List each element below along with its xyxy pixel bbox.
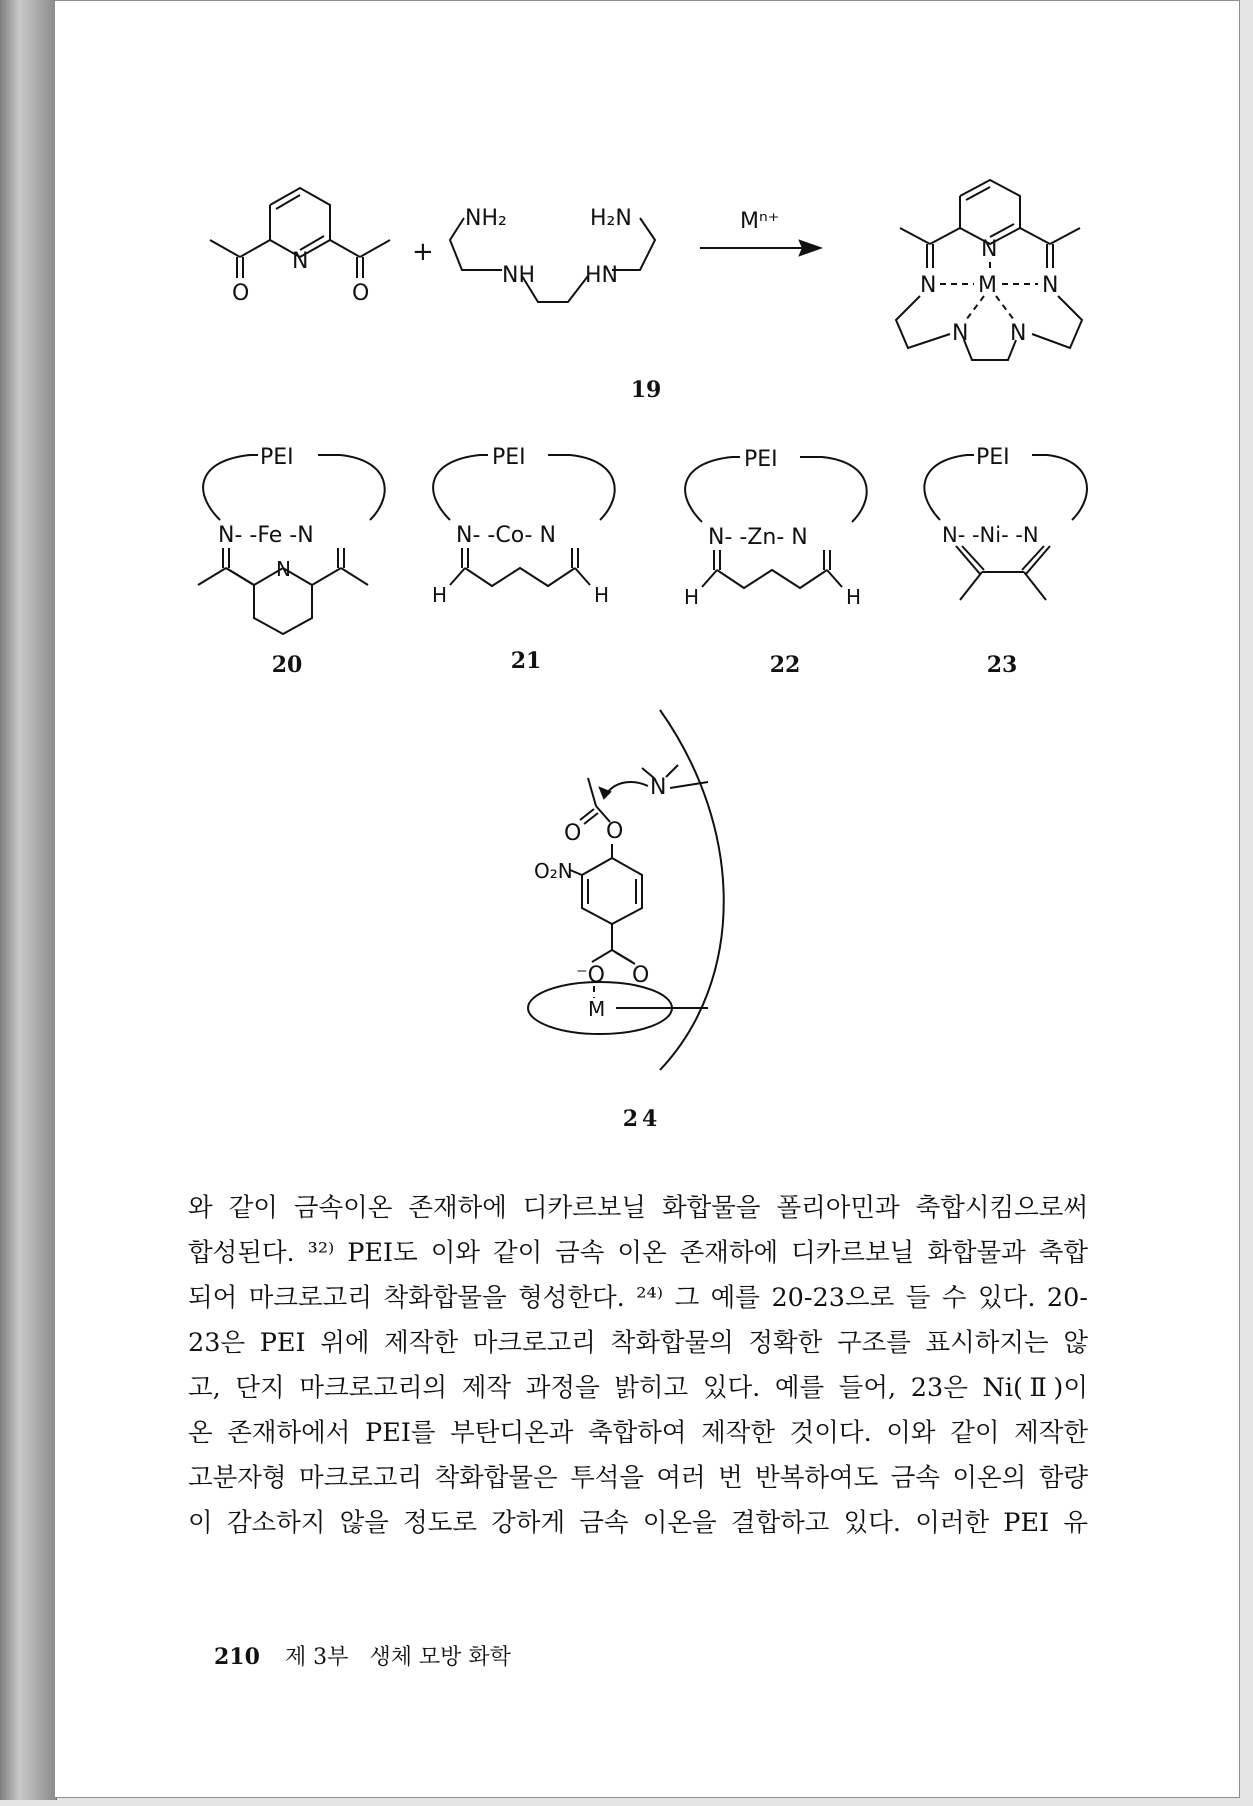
- metal-label: M: [588, 997, 606, 1021]
- arrow-metal-label: Mⁿ⁺: [740, 209, 780, 234]
- page-footer: [214, 1640, 511, 1671]
- chapter-title: 생체 모방 화학: [369, 1645, 511, 1670]
- product-n-right: N: [1042, 273, 1059, 298]
- carboxylate-o-label: O: [632, 963, 650, 988]
- complex-22-structure: [672, 442, 872, 612]
- ester-o-label: O: [606, 819, 624, 844]
- diacetylpyridine-structure: [210, 188, 390, 306]
- reaction-arrow: [700, 209, 820, 255]
- product-metal: M: [978, 273, 997, 298]
- nitro-group-label: O₂N: [534, 859, 573, 883]
- metal-coordination-row: N- -Ni- -N: [942, 523, 1039, 547]
- h-label-right: H: [846, 585, 862, 609]
- product-n-bottom-left: N: [952, 321, 969, 346]
- polyamine-structure: [450, 206, 655, 302]
- product-n-left: N: [920, 273, 937, 298]
- complex-21-structure: [420, 440, 620, 610]
- body-paragraph: [188, 1186, 1088, 1546]
- compound-number-21: 21: [510, 648, 542, 674]
- product-n-bottom-right: N: [1010, 321, 1027, 346]
- nh-label: NH: [502, 263, 535, 288]
- compound-number-23: 23: [986, 652, 1018, 678]
- paragraph-line: 온 존재하에서 PEI를 부탄디온과 축합하여 제작한 것이다. 이와 같이 제작한: [188, 1418, 1088, 1448]
- pyridine-n-label: N: [276, 557, 291, 581]
- ketone-o-right: O: [352, 281, 370, 306]
- h-label-left: H: [684, 585, 700, 609]
- compound-number-24: 24: [622, 1106, 662, 1132]
- part-label: 제 3부: [284, 1645, 349, 1670]
- carbonyl-o-label: O: [564, 821, 582, 846]
- h-label-right: H: [594, 583, 610, 607]
- carboxylate-o-minus-label: ⁻O: [576, 963, 605, 988]
- paragraph-line: 고분자형 마크로고리 착화합물은 투석을 여러 번 반복하여도 금속 이온의 함량: [188, 1463, 1088, 1493]
- ketone-o-left: O: [232, 281, 250, 306]
- compound-number-20: 20: [271, 652, 303, 678]
- pei-label: PEI: [260, 445, 294, 470]
- paragraph-line: 고, 단지 마크로고리의 제작 과정을 밝히고 있다. 예를 들어, 23은 Ni(Ⅱ)이: [188, 1373, 1088, 1403]
- product-macrocycle-structure: [896, 180, 1082, 360]
- nh2-label: NH₂: [465, 206, 507, 231]
- polymer-catalyst-24-structure: [520, 710, 760, 1070]
- pei-label: PEI: [744, 447, 778, 472]
- compound-number-19: 19: [630, 377, 662, 403]
- metal-coordination-row: N- -Zn- N: [708, 525, 808, 550]
- product-pyridine-n: N: [981, 237, 998, 262]
- book-spine: [0, 0, 57, 1800]
- page-number: 210: [214, 1644, 260, 1670]
- pei-label: PEI: [976, 445, 1010, 470]
- amine-n-label: N: [650, 775, 667, 800]
- pyridine-n-label: N: [292, 249, 309, 274]
- paragraph-line: 합성된다. ³²⁾ PEI도 이와 같이 금속 이온 존재하에 디카르보닐 화합물과 축합: [188, 1238, 1088, 1268]
- h-label-left: H: [432, 583, 448, 607]
- metal-coordination-row: N- -Co- N: [456, 523, 556, 548]
- complex-20-structure: [190, 440, 400, 640]
- h2n-label: H₂N: [590, 206, 632, 231]
- hn-label: HN: [585, 263, 618, 288]
- paragraph-line: 이 감소하지 않을 정도로 강하게 금속 이온을 결합하고 있다. 이러한 PEI 유: [188, 1508, 1088, 1538]
- paragraph-line: 23은 PEI 위에 제작한 마크로고리 착화합물의 정확한 구조를 표시하지는 않: [188, 1328, 1088, 1358]
- complex-23-structure: [912, 440, 1092, 610]
- paragraph-line: 와 같이 금속이온 존재하에 디카르보닐 화합물을 폴리아민과 축합시킴으로써: [188, 1193, 1088, 1223]
- plus-sign: +: [412, 237, 434, 267]
- paragraph-line: 되어 마크로고리 착화합물을 형성한다. ²⁴⁾ 그 예를 20-23으로 들 수 있다. 20-: [188, 1283, 1088, 1313]
- metal-coordination-row: N- -Fe -N: [218, 523, 314, 548]
- pei-label: PEI: [492, 445, 526, 470]
- compound-number-22: 22: [769, 652, 801, 678]
